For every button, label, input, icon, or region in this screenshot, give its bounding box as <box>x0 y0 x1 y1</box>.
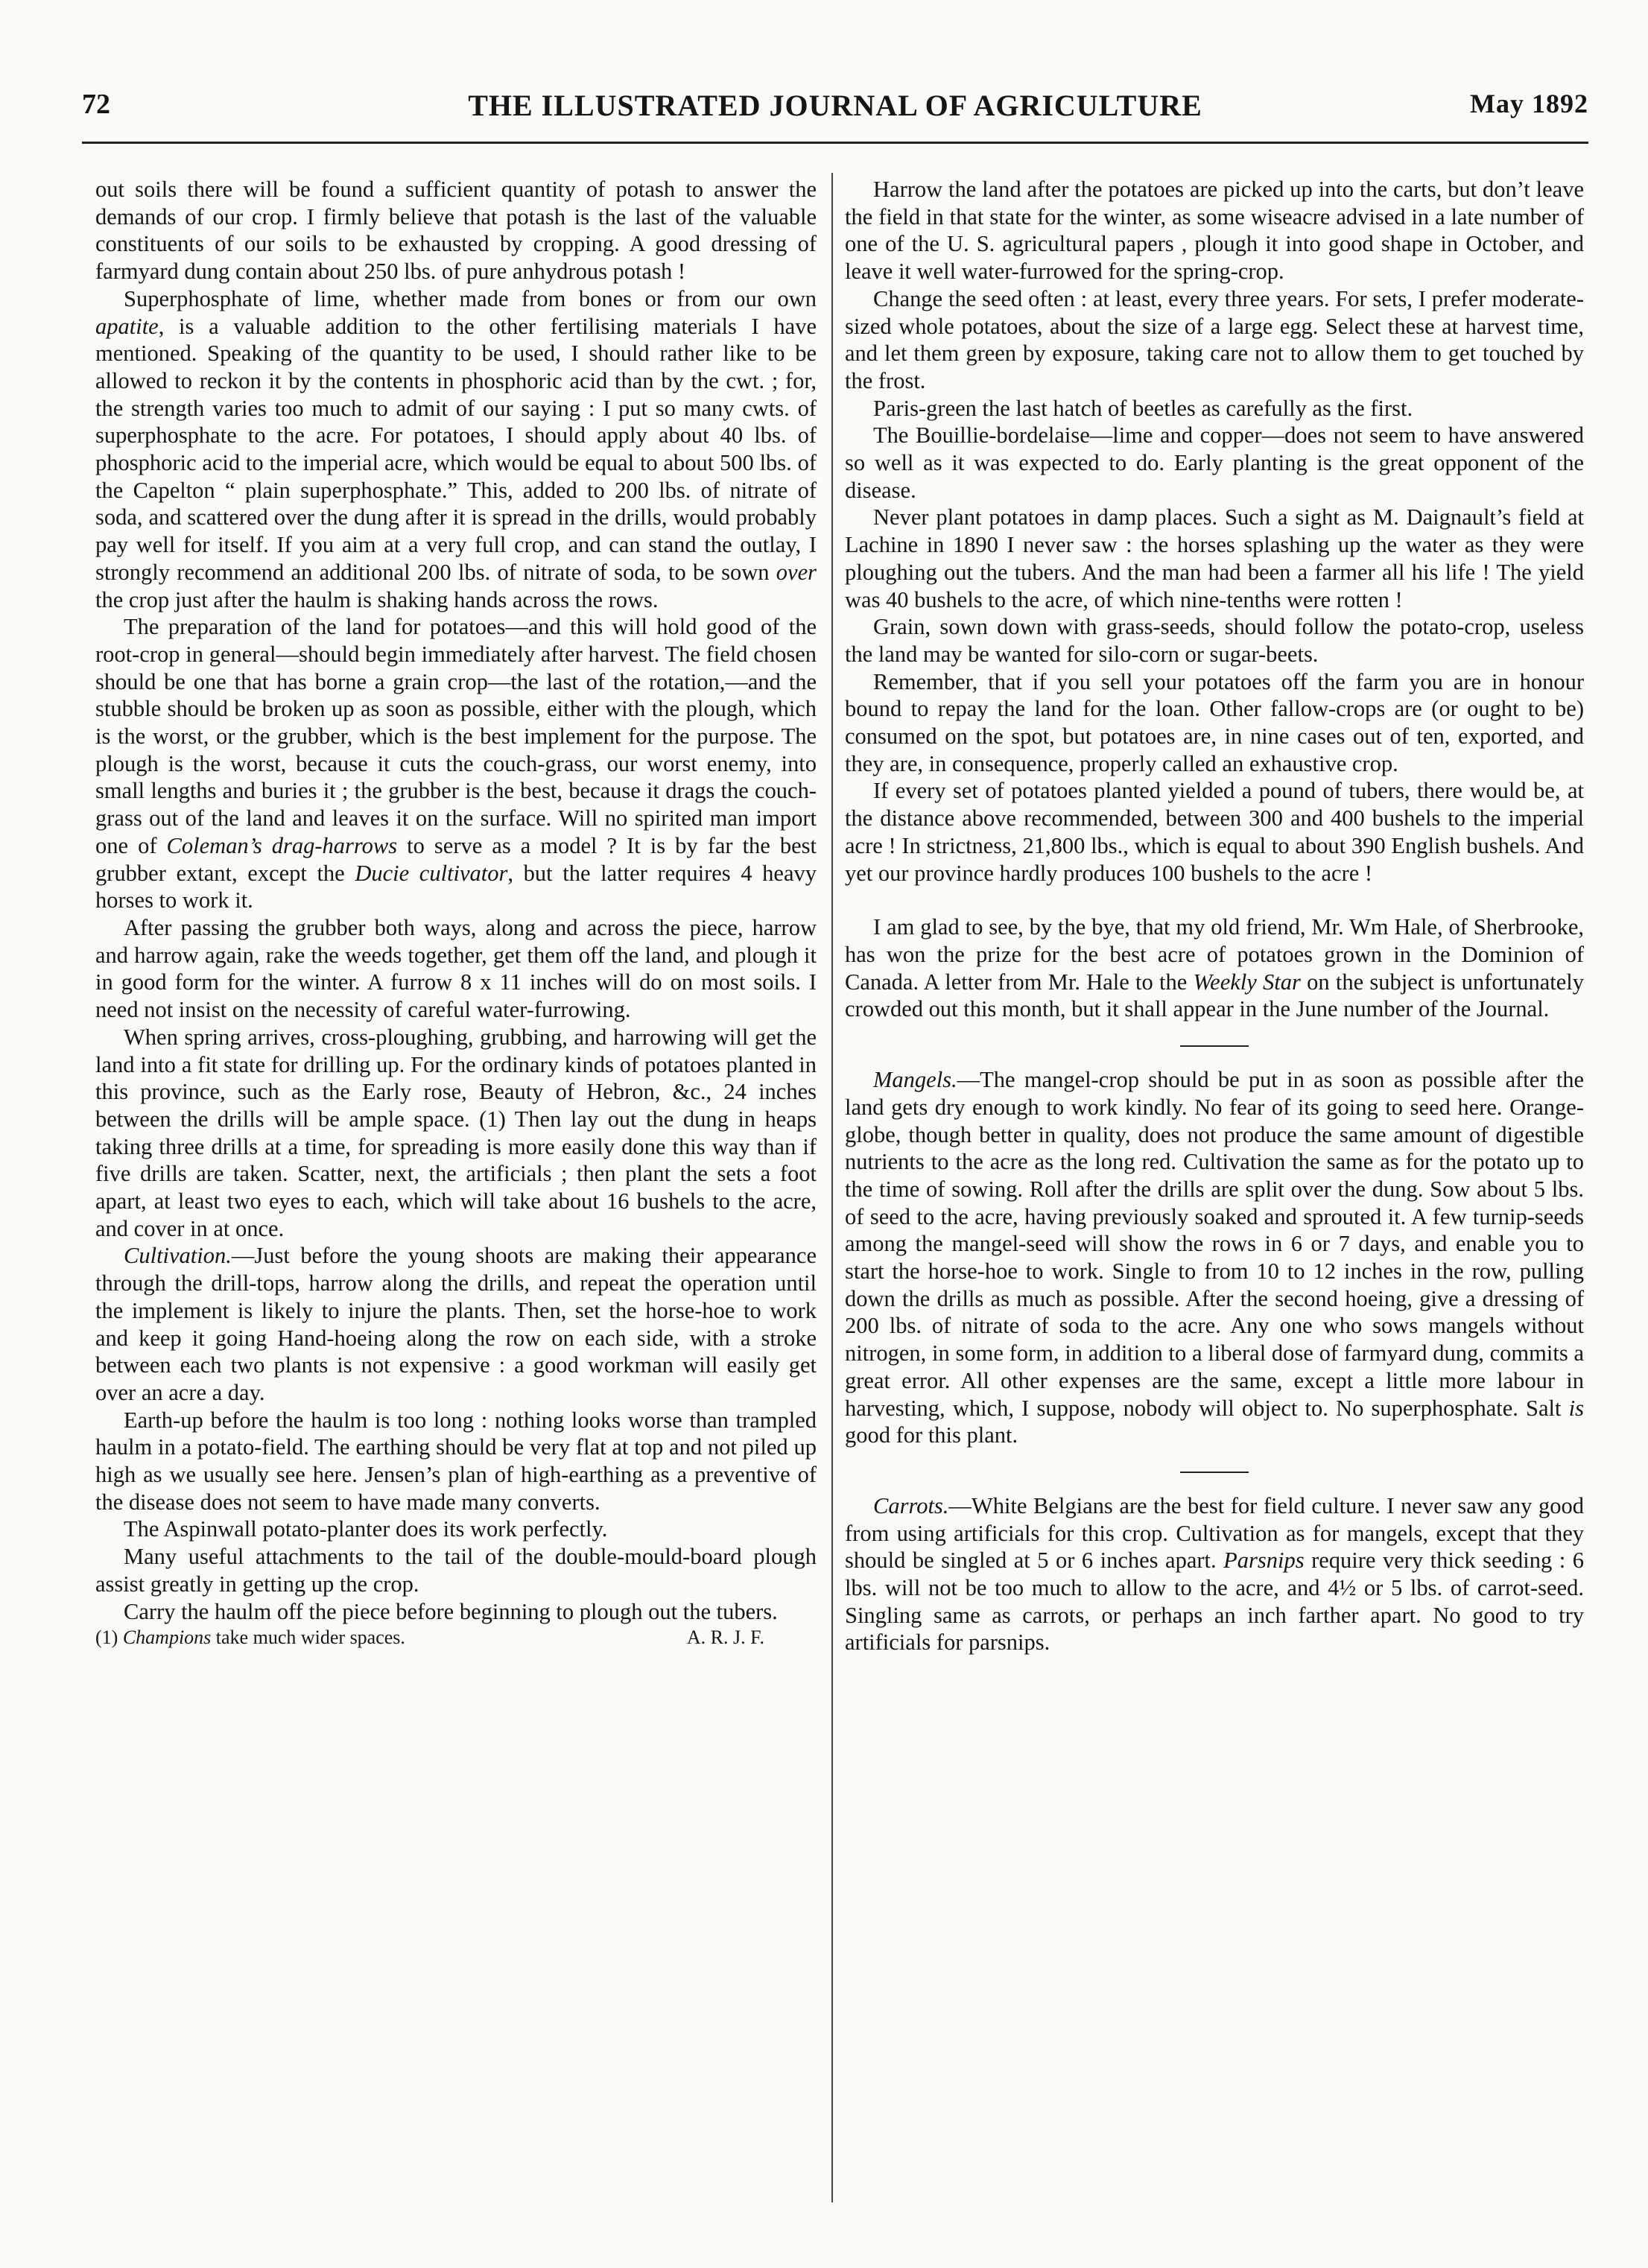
paragraph: After passing the grubber both ways, along and across the piece, harrow and harrow again, rake the weeds together, get them off the land, and plough it in good form for the winter. A furrow 8 x 11 inches will do on most soils. I need not insist on the necessity of careful water-furrowing. <box>95 914 817 1023</box>
paragraph-cultivation: Cultivation.—Just before the young shoots are making their appearance through the drill-tops, harrow along the drills, and repeat the operation until the implement is likely to injure the plants. Then, set the horse-hoe to work and keep it going Hand-hoeing along the row on each side, with a stroke between each two plants is not expensive : a good workman will easily get over an acre a day. <box>95 1243 817 1405</box>
journal-title: THE ILLUSTRATED JOURNAL OF AGRICULTURE <box>468 89 1202 122</box>
header-rule <box>82 142 1588 144</box>
paragraph-hale: I am glad to see, by the bye, that my old friend, Mr. Wm Hale, of Sherbrooke, has won the prize for the best acre of potatoes grown in the Dominion of Canada. A letter from Mr. Hale to the Weekly Star on the subject is unfortunately crowded out this month, but it shall appear in the June number of the Journal. <box>845 914 1584 1022</box>
footnote: (1) Champions take much wider spaces. A. R. J. F. <box>95 1625 817 1650</box>
paragraph: out soils there will be found a sufficient quantity of potash to answer the demands of our crop. I firmly believe that potash is the last of the valuable constituents of our soils to be exhausted by cropping. A good dressing of farmyard dung contain about 250 lbs. of pure anhydrous potash ! <box>95 177 817 285</box>
paragraph: The Bouillie-bordelaise—lime and copper—does not seem to have answered so well as it was expected to do. Early planting is the great opponent of the disease. <box>845 422 1584 503</box>
paragraph: Paris-green the last hatch of beetles as carefully as the first. <box>873 395 1413 421</box>
paragraph: Carry the haulm off the piece before beginning to plough out the tubers. <box>124 1598 778 1624</box>
left-column <box>95 176 817 1650</box>
paragraph: When spring arrives, cross-ploughing, grubbing, and harrowing will get the land into a fit state for drilling up. For the ordinary kinds of potatoes planted in this province, such as the Early rose, Beauty of Hebron, &c., 24 inches between the drills will be ample space. (1) Then lay out the dung in heaps taking three drills at a time, for spreading is more easily done this way than if five drills are taken. Scatter, next, the artificials ; then plant the sets a foot apart, at least two eyes to each, which will take about 16 bushels to the acre, and cover in at once. <box>95 1024 817 1241</box>
paragraph: Never plant potatoes in damp places. Such a sight as M. Daignault’s field at Lachine in 1890 I never saw : the horses splashing up the water as they were ploughing out the tubers. And the man had been a farmer all his life ! The yield was 40 bushels to the acre, of which nine-tenths were rotten ! <box>845 504 1584 612</box>
paragraph: Harrow the land after the potatoes are picked up into the carts, but don’t leave the field in that state for the winter, as some wiseacre advised in a late number of one of the U. S. agricultural papers , plough it into good shape in October, and leave it well water-furrowed for the spring-crop. <box>845 177 1584 285</box>
paragraph-preparation: The preparation of the land for potatoes—and this will hold good of the root-crop in general—should begin immediately after harvest. The field chosen should be one that has borne a grain crop—the last of the rotation,—and the stubble should be broken up as soon as possible, either with the plough, which is the worst, or the grubber, which is the best implement for the purpose. The plough is the worst, because it cuts the couch-grass, our worst enemy, into small lengths and buries it ; the grubber is the best, because it drags the couch-grass out of the land and leaves it on the surface. Will no spirited man import one of Coleman’s drag-harrows to serve as a model ? It is by far the best grubber extant, except the Ducie cultivator, but the latter requires 4 heavy horses to work it. <box>95 614 817 913</box>
section-separator <box>1180 1045 1249 1047</box>
page-header <box>82 88 1588 133</box>
issue-date: May 1892 <box>1470 89 1588 118</box>
paragraph-superphosphate: Superphosphate of lime, whether made from bones or from our own apatite, is a valuable addition to the other fertilising materials I have mentioned. Speaking of the quantity to be used, I should rather like to be allowed to reckon it by the contents in phosphoric acid than by the cwt. ; for, the strength varies too much to admit of our saying : I put so many cwts. of superphosphate to the acre. For potatoes, I should apply about 40 lbs. of phosphoric acid to the imperial acre, which would be equal to about 500 lbs. of the Capelton “ plain superphosphate.” This, added to 200 lbs. of nitrate of soda, and scattered over the dung after it is spread in the drills, would probably pay well for itself. If you aim at a very full crop, and can stand the outlay, I strongly recommend an additional 200 lbs. of nitrate of soda, to be sown over the crop just after the haulm is shaking hands across the rows. <box>95 285 817 612</box>
section-separator <box>1180 1472 1249 1473</box>
right-column <box>845 176 1584 1656</box>
page-number: 72 <box>82 89 110 120</box>
paragraph: Change the seed often : at least, every three years. For sets, I prefer moderate-sized whole potatoes, about the size of a large egg. Select these at harvest time, and let them green by exposure, taking care not to allow them to get touched by the frost. <box>845 285 1584 393</box>
column-divider <box>831 173 833 2202</box>
paragraph-mangels: Mangels.—The mangel-crop should be put in as soon as possible after the land gets dry enough to work kindly. No fear of its going to seed here. Orange-globe, though better in quality, does not produce the same amount of digestible nutrients to the acre as the long red. Cultivation the same as for the potato up to the time of sowing. Roll after the drills are split over the dung. Sow about 5 lbs. of seed to the acre, having previously soaked and sprouted it. A few turnip-seeds among the mangel-seed will show the rows in 6 or 7 days, and enable you to start the horse-hoe to work. Single to from 10 to 12 inches in the row, pulling down the drills as much as possible. After the second hoeing, give a dressing of 200 lbs. of nitrate of soda to the acre. Any one who sows mangels without nitrogen, in some form, in addition to a liberal dose of farmyard dung, commits a great error. All other expenses are the same, except a little more labour in harvesting, which, I suppose, nobody will object to. No superphosphate. Salt is good for this plant. <box>845 1067 1584 1448</box>
paragraph: If every set of potatoes planted yielded a pound of tubers, there would be, at the distance above recommended, between 300 and 400 bushels to the imperial acre ! In strictness, 21,800 lbs., which is equal to about 390 English bushels. And yet our province hardly produces 100 bushels to the acre ! <box>845 778 1584 886</box>
author-signature: A. R. J. F. <box>686 1626 764 1649</box>
paragraph: The Aspinwall potato-planter does its work perfectly. <box>124 1516 608 1542</box>
paragraph: Many useful attachments to the tail of the double-mould-board plough assist greatly in getting up the crop. <box>95 1544 817 1597</box>
paragraph-carrots: Carrots.—White Belgians are the best for field culture. I never saw any good from using artificials for this crop. Cultivation as for mangels, except that they should be singled at 5 or 6 inches apart. Parsnips require very thick seeding : 6 lbs. will not be too much to allow to the acre, and 4½ or 5 lbs. of carrot-seed. Singling same as carrots, or perhaps an inch farther apart. No good to try artificials for parsnips. <box>845 1492 1585 1656</box>
paragraph: Grain, sown down with grass-seeds, should follow the potato-crop, useless the land may be wanted for silo-corn or sugar-beets. <box>845 614 1584 667</box>
paragraph: Remember, that if you sell your potatoes off the farm you are in honour bound to repay the land for the loan. Other fallow-crops are (or ought to be) consumed on the spot, but potatoes are, in nine cases out of ten, exported, and they are, in consequence, properly called an exhaustive crop. <box>845 668 1584 776</box>
paragraph: Earth-up before the haulm is too long : nothing looks worse than trampled haulm in a potato-field. The earthing should be very flat at top and not piled up high as we usually see here. Jensen’s plan of high-earthing as a preventive of the disease does not seem to have made many converts. <box>95 1407 817 1515</box>
